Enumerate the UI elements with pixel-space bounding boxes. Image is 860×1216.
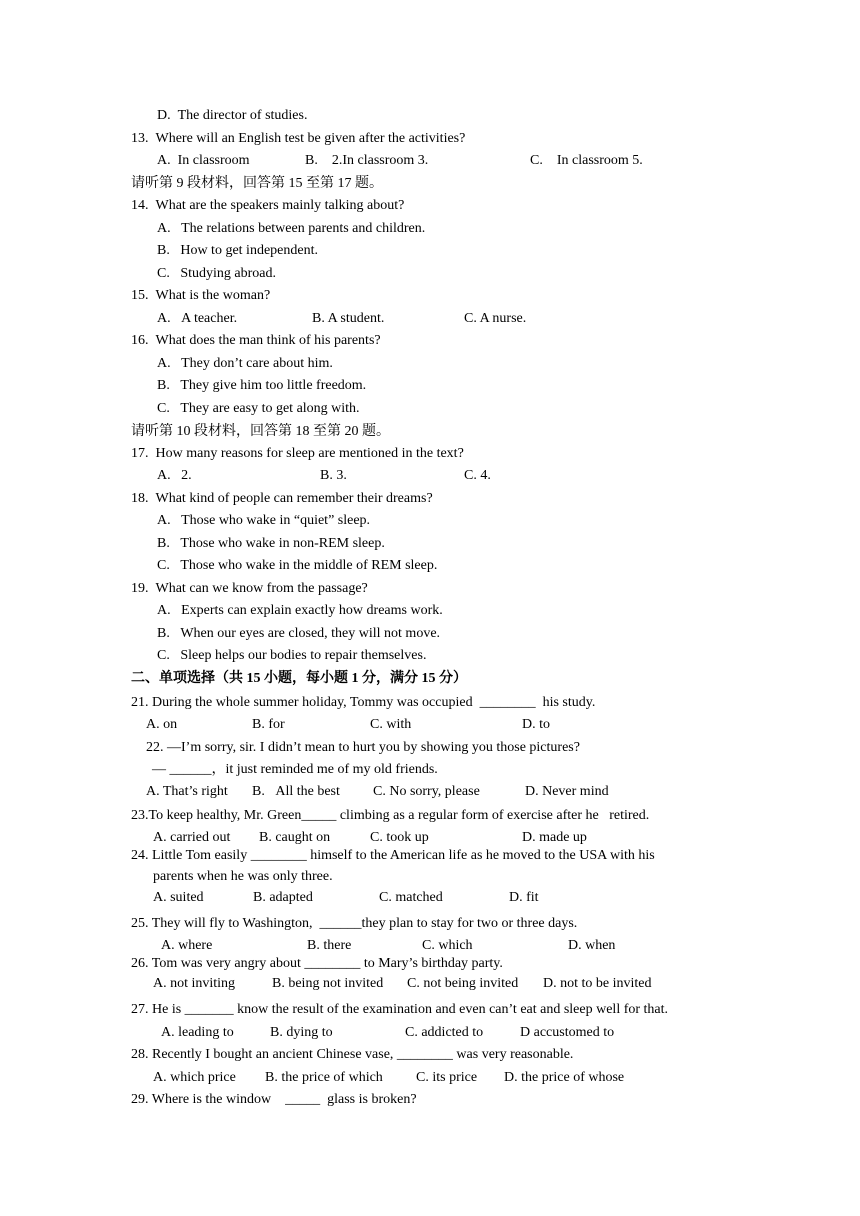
q16-option-a: A. They don’t care about him.: [157, 356, 333, 371]
q19-stem: 19. What can we know from the passage?: [131, 581, 368, 596]
q18-stem: 18. What kind of people can remember their dreams?: [131, 491, 433, 506]
q22-reply: — ______，it just reminded me of my old friends.: [152, 762, 438, 777]
q16-option-b: B. They give him too little freedom.: [157, 378, 367, 393]
q21-option-b: B. for: [252, 717, 285, 732]
q28-option-c: C. its price: [416, 1070, 478, 1085]
q19-option-b: B. When our eyes are closed, they will not move.: [157, 626, 441, 641]
q26-option-a: A. not inviting: [153, 976, 236, 991]
section-9-instruction: 请听第 9 段材料，回答第 15 至第 17 题。: [131, 176, 383, 191]
q25-option-c: C. which: [422, 938, 473, 953]
q23-stem: 23.To keep healthy, Mr. Green_____ climbing as a regular form of exercise after he retired.: [131, 808, 650, 823]
q19-option-c: C. Sleep helps our bodies to repair themselves.: [157, 648, 427, 663]
q23-option-a: A. carried out: [153, 830, 231, 845]
q25-stem: 25. They will fly to Washington, ______they plan to stay for two or three days.: [131, 916, 578, 931]
q18-option-c: C. Those who wake in the middle of REM sleep.: [157, 558, 438, 573]
q14-option-b: B. How to get independent.: [157, 243, 318, 258]
q18-option-a: A. Those who wake in “quiet” sleep.: [157, 513, 371, 528]
q29-stem: 29. Where is the window _____ glass is broken?: [131, 1092, 417, 1107]
q22-option-c: C. No sorry, please: [373, 784, 480, 799]
q27-option-d: D accustomed to: [520, 1025, 615, 1040]
q23-option-d: D. made up: [522, 830, 587, 845]
q27-option-c: C. addicted to: [405, 1025, 484, 1040]
q14-option-a: A. The relations between parents and children.: [157, 221, 426, 236]
part-2-heading: 二、单项选择（共 15 小题，每小题 1 分，满分 15 分）: [131, 671, 467, 686]
q25-option-d: D. when: [568, 938, 616, 953]
q27-option-b: B. dying to: [270, 1025, 333, 1040]
q28-option-a: A. which price: [153, 1070, 236, 1085]
q27-option-a: A. leading to: [161, 1025, 234, 1040]
q14-stem: 14. What are the speakers mainly talking about?: [131, 198, 405, 213]
q21-option-c: C. with: [370, 717, 412, 732]
q17-option-c: C. 4.: [464, 468, 491, 483]
q21-stem: 21. During the whole summer holiday, Tommy was occupied ________ his study.: [131, 695, 596, 710]
q24-option-b: B. adapted: [253, 890, 313, 905]
q23-option-b: B. caught on: [259, 830, 331, 845]
q27-stem: 27. He is _______ know the result of the examination and even can’t eat and sleep well for that.: [131, 1002, 669, 1017]
q13-option-a: A. In classroom: [157, 153, 250, 168]
q22-option-b: B. All the best: [252, 784, 340, 799]
q17-option-b: B. 3.: [320, 468, 347, 483]
q15-option-c: C. A nurse.: [464, 311, 527, 326]
q15-stem: 15. What is the woman?: [131, 288, 271, 303]
q25-option-b: B. there: [307, 938, 352, 953]
q28-option-d: D. the price of whose: [504, 1070, 625, 1085]
section-10-instruction: 请听第 10 段材料，回答第 18 至第 20 题。: [131, 424, 390, 439]
q24-stem-line-1: 24. Little Tom easily ________ himself to the American life as he moved to the USA with his: [131, 848, 655, 863]
q13-stem: 13. Where will an English test be given after the activities?: [131, 131, 466, 146]
q26-option-c: C. not being invited: [407, 976, 519, 991]
q24-option-c: C. matched: [379, 890, 443, 905]
q24-option-d: D. fit: [509, 890, 539, 905]
q19-option-a: A. Experts can explain exactly how dreams work.: [157, 603, 443, 618]
q26-stem: 26. Tom was very angry about ________ to Mary’s birthday party.: [131, 956, 503, 971]
q28-stem: 28. Recently I bought an ancient Chinese vase, ________ was very reasonable.: [131, 1047, 574, 1062]
q22-option-a: A. That’s right: [146, 784, 228, 799]
q26-option-b: B. being not invited: [272, 976, 384, 991]
q15-option-b: B. A student.: [312, 311, 385, 326]
q18-option-b: B. Those who wake in non-REM sleep.: [157, 536, 385, 551]
q17-option-a: A. 2.: [157, 468, 192, 483]
q24-stem-line-2: parents when he was only three.: [153, 869, 333, 884]
q21-option-a: A. on: [146, 717, 178, 732]
q24-option-a: A. suited: [153, 890, 204, 905]
q14-option-c: C. Studying abroad.: [157, 266, 276, 281]
q15-option-a: A. A teacher.: [157, 311, 238, 326]
q22-option-d: D. Never mind: [525, 784, 609, 799]
q22-stem: 22. —I’m sorry, sir. I didn’t mean to hurt you by showing you those pictures?: [146, 740, 580, 755]
q28-option-b: B. the price of which: [265, 1070, 383, 1085]
q16-option-c: C. They are easy to get along with.: [157, 401, 360, 416]
q12-option-d: D. The director of studies.: [157, 108, 308, 123]
q23-option-c: C. took up: [370, 830, 429, 845]
q17-stem: 17. How many reasons for sleep are mentioned in the text?: [131, 446, 464, 461]
q26-option-d: D. not to be invited: [543, 976, 652, 991]
q21-option-d: D. to: [522, 717, 550, 732]
q13-option-c: C. In classroom 5.: [530, 153, 643, 168]
q25-option-a: A. where: [161, 938, 213, 953]
q13-option-b: B. 2.In classroom 3.: [305, 153, 429, 168]
q16-stem: 16. What does the man think of his parents?: [131, 333, 381, 348]
